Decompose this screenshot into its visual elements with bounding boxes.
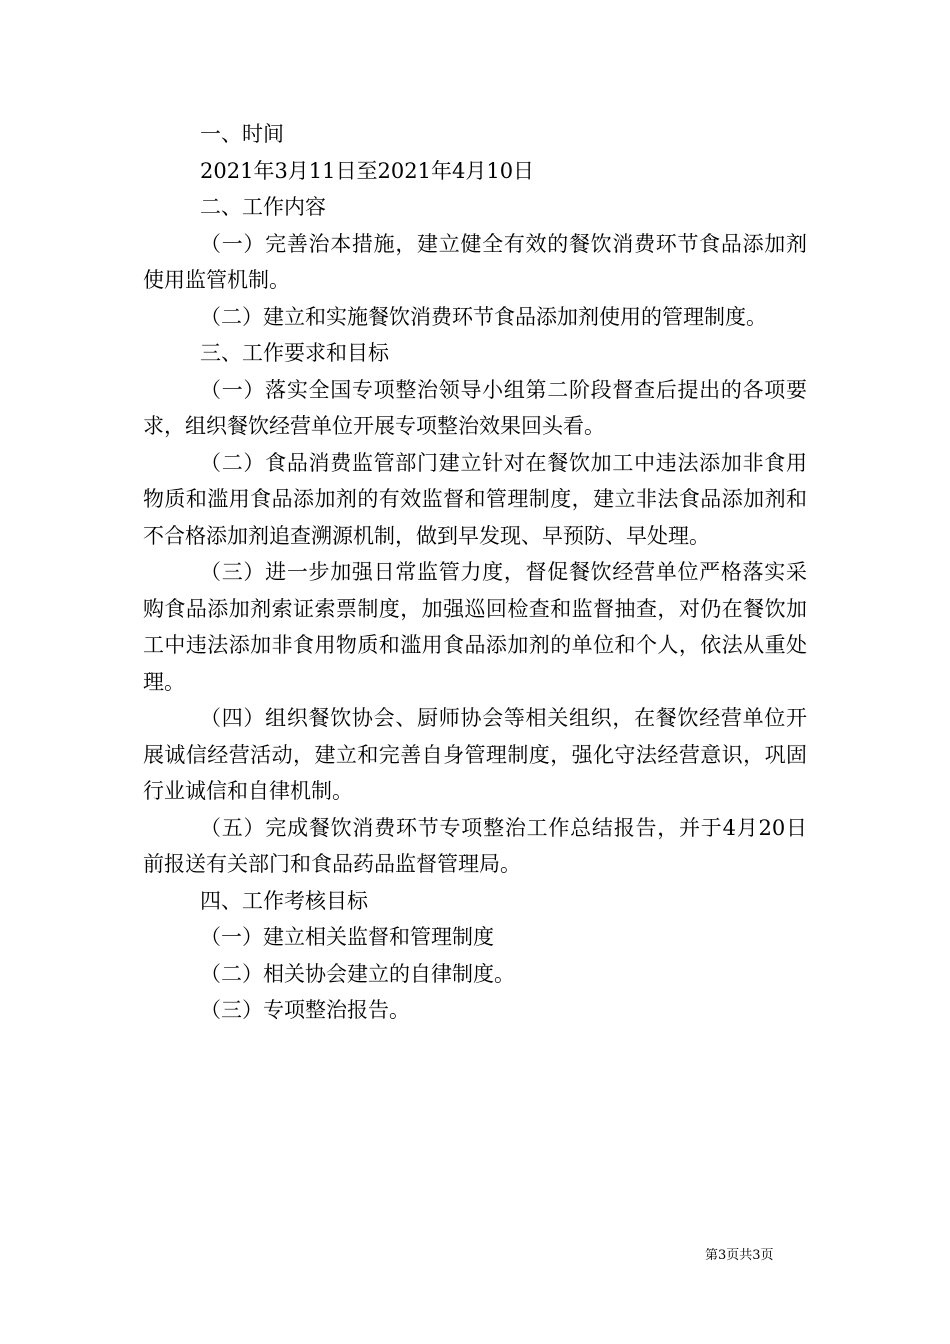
paragraph: （二）建立和实施餐饮消费环节食品添加剂使用的管理制度。 [200, 304, 767, 329]
page-number: 第3页共3页 [705, 1248, 774, 1263]
section-heading-work-content: 二、工作内容 [200, 195, 326, 219]
section-heading-assessment: 四、工作考核目标 [200, 888, 368, 913]
paragraph: （三）专项整治报告。 [200, 998, 410, 1022]
paragraph: （一）建立相关监督和管理制度 [200, 925, 494, 949]
section-heading-requirements: 三、工作要求和目标 [200, 341, 389, 365]
paragraph: （二）相关协会建立的自律制度。 [200, 961, 515, 986]
paragraph: （二）食品消费监管部门建立针对在餐饮加工中违法添加非食用物质和滥用食品添加剂的有效监督和管理制度，建立非法食品添加剂和不合格添加剂追查溯源机制，做到早发现、早预防、早处理。 [143, 450, 807, 548]
date-range: 2021年3月11日至2021年4月10日 [200, 158, 535, 183]
paragraph: （四）组织餐饮协会、厨师协会等相关组织，在餐饮经营单位开展诚信经营活动，建立和完善自身管理制度，强化守法经营意识，巩固行业诚信和自律机制。 [143, 706, 807, 803]
paragraph: （一）完善治本措施，建立健全有效的餐饮消费环节食品添加剂使用监管机制。 [143, 231, 807, 292]
paragraph: （五）完成餐饮消费环节专项整治工作总结报告，并于4月20日前报送有关部门和食品药品监督管理局。 [143, 815, 807, 876]
paragraph: （三）进一步加强日常监管力度，督促餐饮经营单位严格落实采购食品添加剂索证索票制度，加强巡回检查和监督抽查，对仍在餐饮加工中违法添加非食用物质和滥用食品添加剂的单位和个人，依法从重处理。 [143, 560, 807, 694]
section-heading-time: 一、时间 [200, 122, 284, 146]
document-body [143, 116, 807, 1029]
paragraph: （一）落实全国专项整治领导小组第二阶段督查后提出的各项要求，组织餐饮经营单位开展专项整治效果回头看。 [143, 377, 807, 438]
